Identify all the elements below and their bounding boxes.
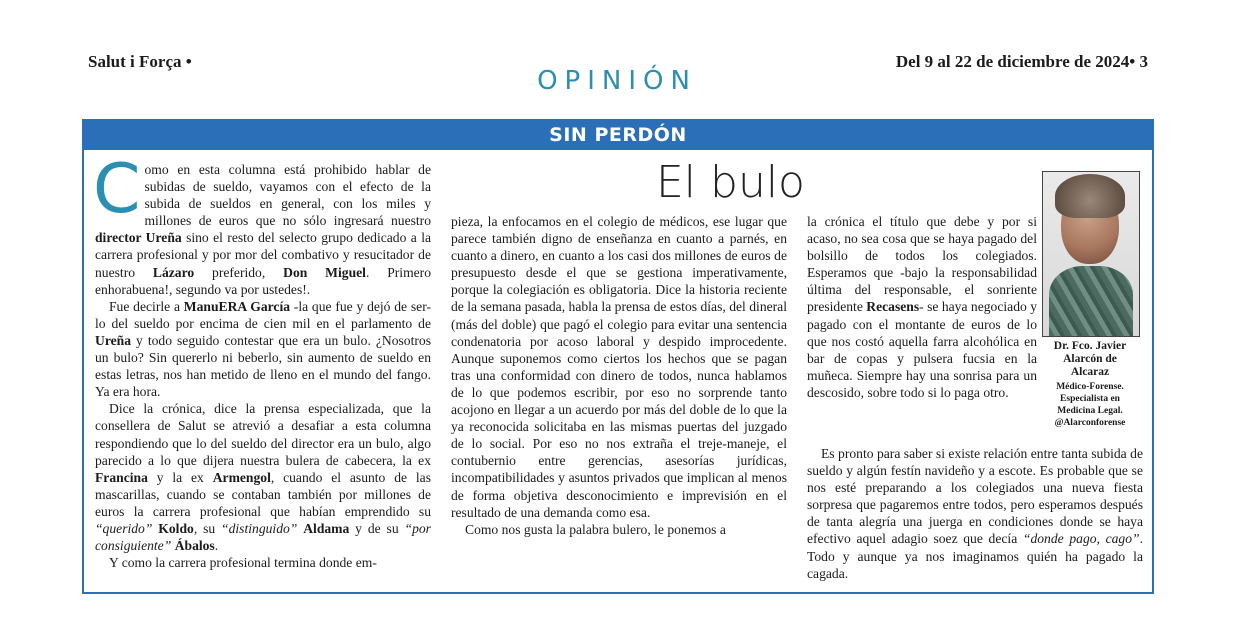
article-column-2	[451, 213, 787, 538]
author-caption	[1034, 340, 1146, 429]
text-run: y todo seguido contestar que era un bulo. ¿Nosotros un bulo? Sin quererlo ni beberlo, sin aumento de sueldo en estas letras, nos han metido de lleno en el mundo del fango. Ya era hora.	[95, 332, 431, 400]
bold-name: Lázaro	[152, 264, 195, 280]
text-run: la crónica el título que debe y por si acaso, no sea cosa que se haya pagado del bolsillo de todos los colegiados. Esperamos que -bajo la responsabilidad última del responsable, el sonriente presidente	[807, 214, 1037, 315]
author-role-line: Especialista en	[1060, 394, 1120, 404]
text-run: Fue decirle a	[109, 298, 184, 314]
headline: El bulo	[656, 157, 805, 208]
section-title: OPINIÓN	[537, 66, 697, 96]
author-name-line: Alcaraz	[1070, 366, 1110, 378]
bold-name: Francina	[95, 469, 148, 485]
paragraph: Y como la carrera profesional termina donde em-	[109, 555, 377, 571]
text-run: . Todo y aunque ya nos imaginamos quién ha pagado la cagada.	[807, 531, 1143, 581]
text-run: y de su	[349, 520, 405, 536]
bold-name: Armengol	[212, 469, 271, 485]
text-run: omo en esta columna está prohibido hablar de subidas de sueldo, vayamos con el efecto de la subida de sueldos en general, con los miles y millones de euros que no sólo ingresará nuestro	[144, 162, 431, 229]
author-name-line: Dr. Fco. Javier	[1053, 340, 1127, 352]
author-role-line: Medicina Legal.	[1057, 406, 1123, 416]
article-frame	[82, 119, 1154, 594]
bold-name: Koldo	[158, 520, 194, 536]
author-handle: @Alarconforense	[1054, 418, 1126, 428]
text-run: .	[214, 538, 219, 554]
text-run: sino el resto del selecto grupo dedicado a la carrera profesional y por mor del combativo y resucitador de nuestro	[95, 230, 431, 280]
bold-name: Don Miguel	[283, 264, 366, 280]
hair-shape	[1055, 174, 1125, 218]
paragraph: Como nos gusta la palabra bulero, le ponemos a	[465, 521, 726, 537]
text-run: Es pronto para saber si existe relación entre tanta subida de sueldo y algún festín navideño y a escote. Es probable que se nos esté preparando a los colegiados una nueva fiesta sorpresa que pagaremos entre todos, pero esperamos después de tanta alegría una juerga en condiciones donde se haya efectivo aquel adagio soez que decía	[807, 446, 1143, 547]
scarf-shape	[1049, 266, 1133, 337]
bold-name: Aldama	[303, 520, 350, 536]
article-column-1	[93, 150, 432, 571]
italic-quote: “querido”	[95, 520, 153, 536]
paragraph	[807, 445, 1143, 582]
bold-name: Ureña	[95, 332, 131, 348]
bold-name: Ábalos	[174, 538, 215, 554]
text-run: . Primero enhorabuena!, segundo va por ustedes!.	[95, 264, 432, 297]
text-run: preferido,	[194, 264, 284, 280]
paragraph	[93, 150, 432, 298]
text-run: , su	[193, 520, 222, 536]
issue-date-page: Del 9 al 22 de diciembre de 2024• 3	[895, 52, 1148, 71]
italic-quote: “distinguido”	[221, 520, 298, 536]
bold-name: director Ureña	[95, 230, 182, 246]
text-run: -la que fue y dejó de ser- lo del sueldo por encima de cien mil en el parlamento de	[95, 298, 431, 331]
text-run: y la ex	[147, 469, 213, 485]
drop-cap: C	[93, 150, 141, 229]
publication-name: Salut i Força •	[88, 52, 192, 71]
italic-quote: “donde pago, cago”	[1022, 531, 1140, 547]
column-banner: SIN PERDÓN	[84, 121, 1152, 150]
author-role-line: Médico-Forense.	[1056, 382, 1124, 392]
article-column-3	[807, 213, 1037, 401]
article-column-4	[807, 445, 1143, 582]
author-photo	[1042, 171, 1140, 337]
bold-name: Recasens	[866, 299, 920, 315]
text-run: Dice la crónica, dice la prensa especializada, que la consellera de Salut se atrevió a desafiar a esta columna respondiendo que lo del sueldo del director era un bulo, algo parecido a lo que dijera nuestra bulera de cabecera, la ex	[95, 401, 431, 468]
text-run: - se haya negociado y pagado con el montante de euros de lo que nos costó aquella farra alcohólica en bar de copas y pulsera fucsia en la muñeca. Siempre hay una sonrisa para un descosido, sobre todo si lo paga otro.	[807, 299, 1038, 400]
author-name-line: Alarcón de	[1063, 353, 1117, 365]
bold-name: ManuERA García	[183, 298, 291, 314]
text-run: , cuando el asunto de las mascarillas, cuando se contaban también por millones de euros la carrera profesional que habían emprendido su	[95, 469, 431, 519]
paragraph: pieza, la enfocamos en el colegio de médicos, ese lugar que parece también digno de enseñanza en cuanto a parnés, en cuanto a dinero, en cuanto a los casi dos millones de euros de presupuesto desde el que se gestiona imperativamente, porque la colegiación es obligatoria. Dice la historia reciente de la semana pasada, habla la prensa de estos días, del dineral (más del doble) que pagó el colegio para evitar una sentencia condenatoria por acoso laboral y despido improcedente. Aunque suponemos como ciertos los hechos que se pagan tras una conformidad con dinero de todos, nunca hablamos de lo que podemos escribir, por eso no sorprende tanto acojono en llegar a un acuerdo por más del doble de lo que la ya reconocida solicitaba en las mismas puertas del juzgado de lo social. Por eso no nos extraña el treje-maneje, el contubernio entre gerencias, asesorías jurídicas, incompatibilidades y asuntos privados que implican al menos de forma objetiva desconocimiento e imprevisión en el resultado de una demanda como esa.	[451, 214, 787, 520]
italic-quote: “por consiguiente”	[95, 520, 431, 554]
paragraph	[95, 298, 431, 401]
paragraph	[807, 213, 1037, 401]
paragraph	[95, 400, 431, 554]
